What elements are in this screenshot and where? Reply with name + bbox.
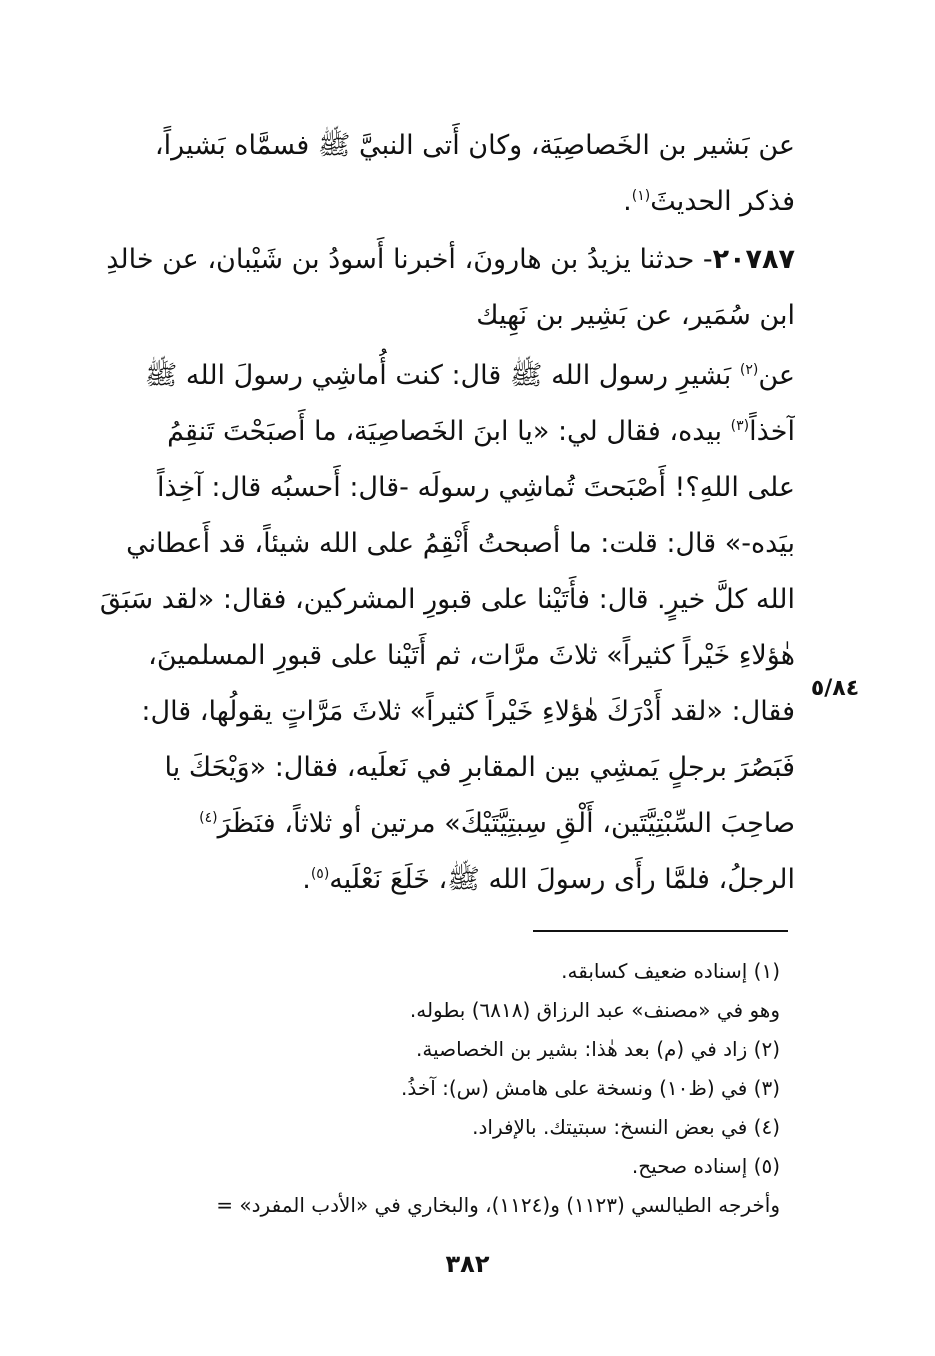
text-line: [80, 174, 795, 230]
text-line-content: بَشيرِ رسول الله ﷺ قال: كنت أُماشِي رسولَ الله ﷺ: [144, 360, 732, 391]
text-line: [80, 404, 795, 460]
text-line-content: عن بَشير بن الخَصاصِيَة، وكان أَتى النبيَّ ﷺ فسمَّاه بَشيراً،: [154, 130, 795, 161]
text-line-content: فقال: «لقد أَدْرَكَ هٰؤلاءِ خَيْراً كثيراً» ثلاثَ مَرَّاتٍ يقولُها، قال:: [141, 696, 795, 727]
text-line-content: فذكر الحديثَ: [650, 186, 795, 217]
footnote-reference: (٤): [199, 810, 218, 826]
text-line-content: فَبَصُرَ برجلٍ يَمشِي بين المقابرِ في نَعلَيه، فقال: «وَيْحَكَ يا: [164, 752, 795, 783]
text-line-content: الله كلَّ خيرٍ. قال: فأَتَيْنا على قبورِ المشركين، فقال: «لقد سَبَقَ: [99, 584, 795, 615]
footnote-separator: [533, 930, 788, 932]
text-line: [80, 572, 795, 628]
text-line: [80, 684, 795, 740]
text-line-content: بيَده-» قال: قلت: ما أصبحتُ أَنْقِمُ على الله شيئاً، قد أَعطاني: [126, 528, 795, 559]
text-line: [80, 796, 795, 852]
text-line: [80, 232, 795, 288]
footnote: (٢) زاد في (م) بعد هٰذا: بشير بن الخصاصية.: [416, 1037, 780, 1061]
text-line: [80, 516, 795, 572]
footnotes: [80, 952, 780, 1225]
text-line-content: عن: [758, 360, 795, 391]
hadith-number: ٢٠٧٨٧: [712, 244, 795, 275]
footnote: (٥) إسناده صحيح.: [631, 1154, 780, 1178]
footnote: وهو في «مصنف» عبد الرزاق (٦٨١٨) بطوله.: [409, 998, 780, 1022]
hadith-matn: [80, 348, 795, 908]
text-line-content: على اللهِ؟! أَصْبَحتَ تُماشِي رسولَه -قال: أَحسبُه قال: آخِذاً: [156, 472, 795, 503]
text-line-content: هٰؤلاءِ خَيْراً كثيراً» ثلاثَ مرَّات، ثم أَتَيْنا على قبورِ المسلمينَ،: [148, 640, 795, 671]
margin-page-reference: ٥/٨٤: [810, 676, 860, 701]
text-line: [80, 852, 795, 908]
text-line: [80, 460, 795, 516]
text-line-content: - حدثنا يزيدُ بن هارونَ، أخبرنا أَسودُ بن شَيْبان، عن خالدِ: [106, 244, 713, 275]
footnote: وأخرجه الطيالسي (١١٢٣) و(١١٢٤)، والبخاري في «الأدب المفرد» =: [216, 1193, 780, 1217]
page-number: ٣٨٢: [445, 1250, 490, 1278]
text-line-content: بيده، فقال لي: «يا ابنَ الخَصاصِيَة، ما أَصبَحْتَ تَنقِمُ: [167, 416, 723, 447]
text-line-content: الرجلُ، فلمَّا رأَى رسولَ الله ﷺ، خَلَعَ نَعْلَيه: [329, 864, 795, 895]
text-line: [80, 118, 795, 174]
footnote: (١) إسناده ضعيف كسابقه.: [561, 959, 780, 983]
text-line-content: ابن سُمَير، عن بَشِير بن نَهِيك: [476, 300, 795, 331]
footnote-reference: (٥): [310, 866, 330, 882]
previous-hadith-text: [80, 118, 795, 230]
footnote-reference: (٣): [730, 418, 750, 434]
text-line: [80, 740, 795, 796]
text-line-content: صاحِبَ السِّبْتِيَّتَين، أَلْقِ سِبتِيَّتَيْكَ» مرتين أو ثلاثاً، فنَظَرَ: [217, 808, 795, 839]
text-line-content: .: [623, 186, 632, 217]
text-line-content: آخذاً: [749, 416, 795, 447]
text-line: [80, 288, 795, 344]
footnote-reference: (١): [631, 188, 651, 204]
text-line: [80, 628, 795, 684]
footnote: (٤) في بعض النسخ: سبتيتك. بالإفراد.: [472, 1115, 780, 1139]
text-line: [80, 348, 795, 404]
text-line-content: .: [302, 864, 311, 895]
footnote-reference: (٢): [739, 362, 759, 378]
hadith-isnad: [80, 232, 795, 344]
footnote: (٣) في (ظ١٠) ونسخة على هامش (س): آخذُ.: [401, 1076, 780, 1100]
